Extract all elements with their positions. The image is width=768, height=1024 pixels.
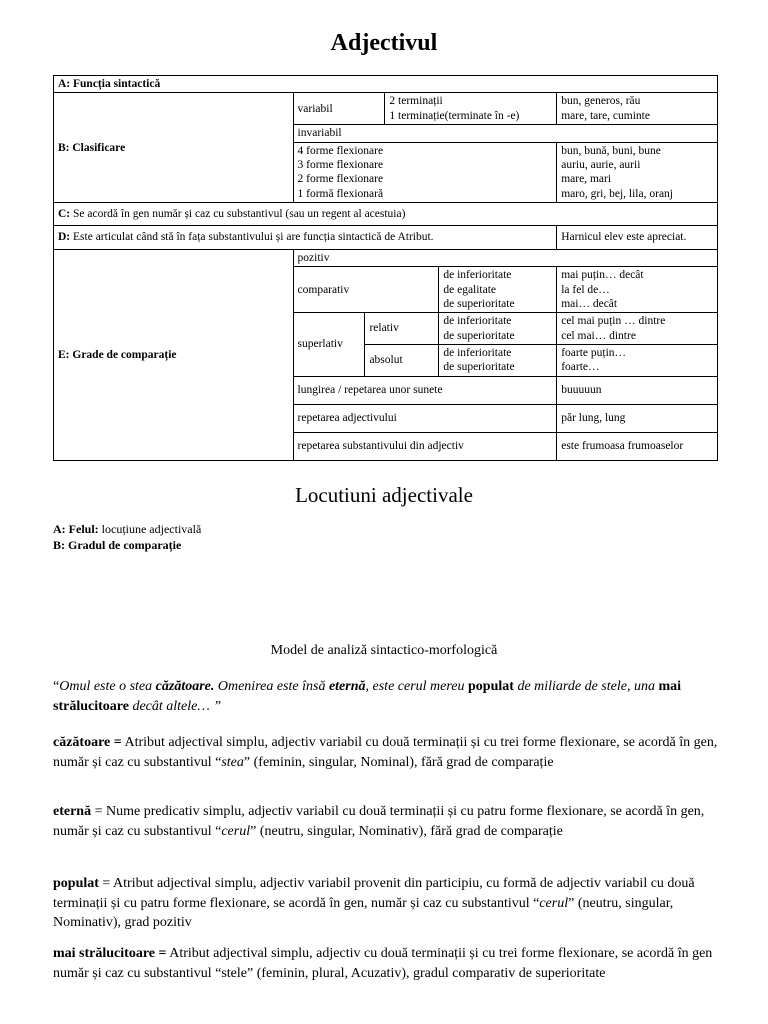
example-line: cel mai… dintre [561,329,636,342]
lungire-cell: lungirea / repetarea unor sunete [293,376,557,404]
variabil-cell: variabil [293,93,385,125]
variabil-examples [557,93,718,125]
analysis-paragraph [53,802,723,841]
adjective-table [53,75,718,461]
lungire-example: buuuuun [557,376,718,404]
row-e-label: E: Grade de comparație [54,249,294,460]
quote-text: decât altele… ” [128,698,222,714]
table-row [54,76,718,93]
repetare-subst-cell: repetarea substantivului din adjectiv [293,432,557,460]
superlativ-cell: superlativ [293,313,365,377]
analysis-text: ” (neutru, singular, Nominativ), fără grad de comparație [250,823,563,839]
repetare-adj-cell: repetarea adjectivului [293,404,557,432]
analysis-paragraph [53,944,723,983]
table-row [54,226,718,249]
type-line: de superioritate [443,361,515,374]
repetare-subst-example: este frumoasa frumoaselor [557,432,718,460]
table-row [54,203,718,226]
row-c-letter: C: [58,208,71,220]
analysis-word: căzătoare = [53,735,122,750]
quote-highlight: căzătoare. [155,679,215,694]
table-row [54,249,718,266]
locutiuni-felul [53,522,201,538]
analysis-text: Atribut adjectival simplu, adjectiv cu două terminații și cu trei forme flexionare, se acordă în gen număr și caz cu substantivul “stele” (feminin, plural, Acuzativ), gradul comparativ de superioritate [53,946,713,981]
quote-text: de miliarde de stele, una [513,679,659,694]
comparativ-examples [557,267,718,313]
quote-text: , este cerul mereu [365,679,469,694]
quote-text: Omul este o stea [59,679,156,694]
comparativ-types [439,267,557,313]
forme-line: 3 forme flexionare [297,158,384,171]
example-line: auriu, aurie, aurii [561,158,641,171]
example-line: foarte puțin… [561,347,627,359]
relativ-types [439,313,557,345]
pozitiv-cell: pozitiv [293,249,717,266]
page-title: Adjectivul [330,30,438,56]
row-c-text: Se acordă în gen număr și caz cu substantivul (sau un regent al acestuia) [70,208,406,220]
terminatii-1: 1 terminație(terminate în -e) [389,109,520,122]
locutiuni-list [53,522,201,553]
example-line: bun, generos, rău [561,95,641,108]
analysis-italic: cerul [539,895,569,911]
example-line: mare, tare, cuminte [561,109,650,122]
example-line: mai… decât [561,297,618,310]
analysis-text: = Atribut adjectival simplu, adjectiv variabil provenit din participiu, cu formă de adjectiv variabil cu două terminații și cu patru forme flexionare, se acordă în gen, număr și caz cu substantivul “ [53,876,695,911]
type-line: de inferioritate [443,347,512,359]
quote-highlight: populat [468,679,514,694]
example-line: mare, mari [561,173,612,186]
example-line: mai puțin… decât [561,269,644,282]
forme-examples [557,142,718,203]
absolut-types [439,345,557,377]
type-line: de inferioritate [443,315,512,328]
example-line: foarte… [561,361,600,374]
type-line: de inferioritate [443,269,512,282]
analysis-word: eternă [53,804,92,819]
quote-open: “ [53,679,60,694]
row-d-example: Harnicul elev este apreciat. [557,226,718,249]
type-line: de egalitate [443,283,497,296]
analysis-text: ” (feminin, singular, Nominal), fără grad de comparație [243,754,554,770]
forme-line: 1 formă flexionară [297,187,384,200]
repetare-adj-example: păr lung, lung [557,404,718,432]
table-row [54,93,718,125]
analysis-text: Atribut adjectival simplu, adjectiv variabil cu două terminații și cu trei forme flexionare, se acordă în gen, număr și caz cu substantivul “ [53,735,718,770]
forme-line: 2 forme flexionare [297,173,384,186]
quote-highlight: mai strălucitoare [53,679,682,714]
analysis-text: ” (neutru, singular, Nominativ), grad pozitiv [53,895,674,931]
terminatii-cell [385,93,557,125]
absolut-cell: absolut [365,345,439,377]
absolut-examples [557,345,718,377]
forme-line: 4 forme flexionare [297,144,384,157]
analysis-paragraph [53,874,723,933]
model-heading: Model de analiză sintactico-morfologică [270,643,498,658]
row-d-text: Este articulat când stă în fața substantivului și are funcția sintactică de Atribut. [70,231,434,244]
analysis-text: = Nume predicativ simplu, adjectiv variabil cu două terminații și cu patru forme flexionare, se acordă în gen, număr și caz cu substantivul “ [53,804,705,839]
type-line: de superioritate [443,297,515,310]
row-d [54,226,557,249]
quote-highlight: eternă [328,679,366,694]
relativ-cell: relativ [365,313,439,345]
forme-cell [293,142,557,203]
analysis-paragraph [53,733,723,772]
analysis-italic: stea [221,754,244,770]
relativ-examples [557,313,718,345]
row-c [54,203,718,226]
example-line: maro, gri, bej, lila, oranj [561,187,673,200]
model-quote [53,677,723,716]
row-d-letter: D: [58,231,71,244]
analysis-italic: cerul [221,823,251,839]
locutiuni-heading: Locutiuni adjectivale [295,483,473,507]
example-line: cel mai puțin … dintre [561,315,666,328]
terminatii-2: 2 terminații [389,95,443,108]
row-a-label: A: Funcția sintactică [54,76,718,93]
quote-text: Omenirea este însă [214,679,329,694]
type-line: de superioritate [443,329,515,342]
example-line: la fel de… [561,283,610,296]
row-b-label: B: Clasificare [54,93,294,203]
comparativ-cell: comparativ [293,267,439,313]
analysis-word: mai strălucitoare = [53,946,167,961]
example-line: bun, bună, buni, bune [561,144,661,157]
locutiuni-grad: B: Gradul de comparație [53,537,182,552]
felul-label: A: Felul: [53,522,99,536]
analysis-word: populat [53,876,99,891]
invariabil-cell: invariabil [293,125,717,142]
felul-text: locuțiune adjectivală [98,522,202,536]
